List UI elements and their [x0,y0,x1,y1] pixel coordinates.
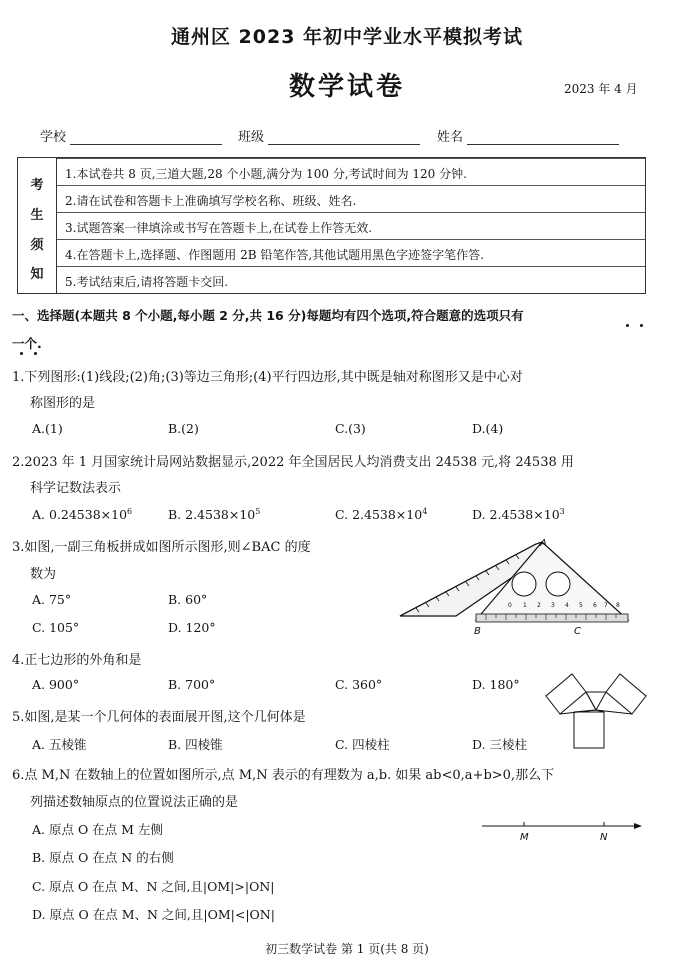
notice-item: 4.在答题卡上,选择题、作图题用 2B 铅笔作答,其他试题用黑色字迹签字笔作答. [57,239,645,266]
q4-option-b: B. 700° [168,677,216,692]
q3-tick-label: 1 [523,602,527,609]
q4-option-d: D. 180° [472,677,520,692]
q3-tick-label: 5 [579,602,583,609]
q5-option-d: D. 三棱柱 [472,737,528,752]
q3-option-d: D. 120° [168,620,216,635]
notice-item: 3.试题答案一律填涂或书写在答题卡上,在试卷上作答无效. [57,212,645,239]
q6-option-a: A. 原点 O 在点 M 左侧 [32,822,163,837]
q6-option-d: D. 原点 O 在点 M、N 之间,且|OM|<|ON| [32,907,275,922]
q1-option-c: C.(3) [335,421,366,436]
exam-date: 2023 年 4 月 [564,82,638,96]
section-heading-cont: 一个. [12,336,42,351]
page-footer: 初三数学试卷 第 1 页(共 8 页) [265,942,429,956]
q6-point-n: N [600,832,608,843]
notice-item: 1.本试卷共 8 页,三道大题,28 个小题,满分为 100 分,考试时间为 120 分钟. [57,158,645,185]
q1-option-a: A.(1) [32,421,63,436]
q3-cutout-circle [546,572,570,596]
notice-item: 5.考试结束后,请将答题卡交回. [57,266,645,293]
q4-stem: 4.正七边形的外角和是 [12,653,142,668]
q3-label-a: A [540,538,547,549]
q2-option-c: C. $2.4538\times 10^4$ [335,507,428,523]
exam-title: 通州区 2023 年初中学业水平模拟考试 [170,26,524,48]
q3-option-b: B. 60° [168,592,208,607]
q6-stem-cont: 列描述数轴原点的位置说法正确的是 [30,795,239,810]
notice-heading-char: 知 [30,267,44,282]
q3-label-b: B [474,626,481,637]
exam-subtitle: 数学试卷 [288,72,405,102]
school-label: 学校 [40,130,67,145]
q3-tick-label: 2 [537,602,541,609]
q3-cutout-circle [512,572,536,596]
q5-net-figure [542,672,650,752]
q3-tick-label: 8 [616,602,620,609]
name-label: 姓名 [437,130,464,145]
q5-stem: 5.如图,是某一个几何体的表面展开图,这个几何体是 [12,710,306,725]
q3-tick-label: 4 [565,602,569,609]
q2-option-a: A. $0.24538\times 10^6$ [32,507,133,523]
q3-tick-label: 3 [551,602,555,609]
q6-option-c: C. 原点 O 在点 M、N 之间,且|OM|>|ON| [32,879,275,894]
q5-option-c: C. 四棱柱 [335,737,390,752]
q4-option-a: A. 900° [32,677,80,692]
class-label: 班级 [238,130,265,145]
candidate-notice [17,157,646,294]
notice-item: 2.请在试卷和答题卡上准确填写学校名称、班级、姓名. [57,185,645,212]
q6-point-m: M [520,832,529,843]
q1-option-d: D.(4) [472,421,504,436]
q6-stem: 6.点 M,N 在数轴上的位置如图所示,点 M,N 表示的有理数为 a,b. 如果 ab<0,a+b>0,那么下 [12,768,555,783]
section-heading: 一、选择题(本题共 8 个小题,每小题 2 分,共 16 分)每题均有四个选项,符合题意的选项只有 [12,308,524,323]
q6-option-b: B. 原点 O 在点 N 的右侧 [32,850,174,865]
q3-option-c: C. 105° [32,620,80,635]
q3-stem: 3.如图,一副三角板拼成如图所示图形,则∠BAC 的度 [12,540,311,555]
notice-heading-char: 须 [30,238,44,253]
q3-option-a: A. 75° [32,592,72,607]
notice-heading-char: 生 [30,208,44,223]
school-field[interactable] [70,144,222,145]
q3-tick-label: 0 [508,602,512,609]
q3-set-square-figure [396,536,648,638]
class-field[interactable] [268,144,420,145]
q4-option-c: C. 360° [335,677,383,692]
q1-stem-cont: 称图形的是 [30,396,96,411]
q3-label-c: C [574,626,581,637]
q1-option-b: B.(2) [168,421,199,436]
q2-stem-cont: 科学记数法表示 [30,481,122,496]
q5-option-b: B. 四棱锥 [168,737,223,752]
q3-tick-label: 7 [604,602,608,609]
q2-stem: 2.2023 年 1 月国家统计局网站数据显示,2022 年全国居民人均消费支出 24538 元,将 24538 用 [12,455,574,470]
name-field[interactable] [467,144,619,145]
q3-tick-label: 6 [593,602,597,609]
q1-stem: 1.下列图形:(1)线段;(2)角;(3)等边三角形;(4)平行四边形,其中既是轴对称图形又是中心对 [12,370,523,385]
notice-heading-char: 考 [30,178,44,193]
q2-option-b: B. $2.4538\times 10^5$ [168,507,261,523]
q3-stem-cont: 数为 [30,567,57,582]
q6-number-line [480,818,644,844]
q2-option-d: D. $2.4538\times 10^3$ [472,507,565,523]
notice-heading [18,158,57,293]
q5-option-a: A. 五棱锥 [32,737,87,752]
